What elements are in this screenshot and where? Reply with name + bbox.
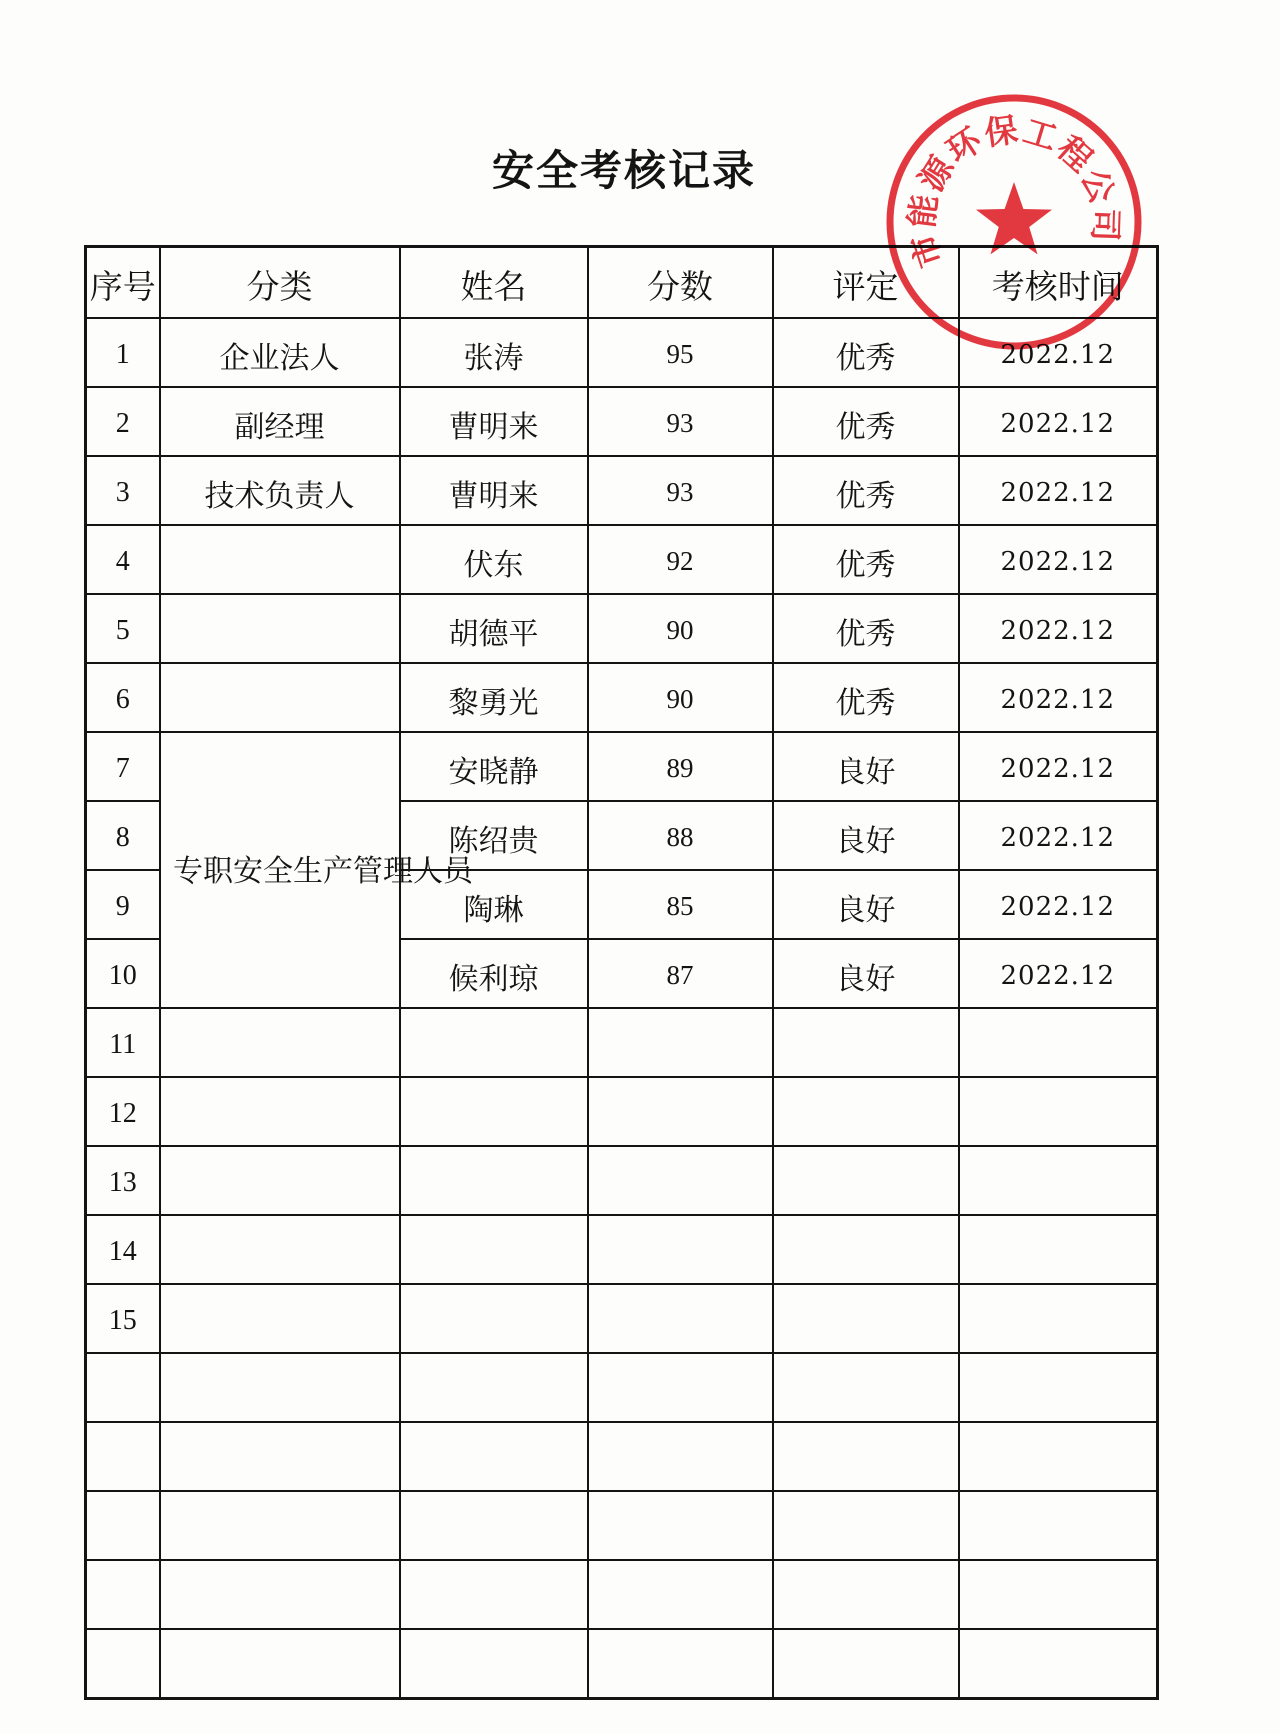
cell-name <box>400 1215 588 1284</box>
cell-index: 4 <box>86 525 160 594</box>
category-label: 专职安全生产管理人员 <box>173 854 473 890</box>
cell-time: 2022.12 <box>959 732 1158 801</box>
cell-name <box>400 1008 588 1077</box>
cell-category <box>160 1215 400 1284</box>
cell-index: 14 <box>86 1215 160 1284</box>
cell-score: 89 <box>588 732 773 801</box>
cell-score <box>588 1146 773 1215</box>
cell-category <box>160 1146 400 1215</box>
table-row <box>86 1077 1158 1146</box>
cell-index <box>86 1629 160 1699</box>
table-row <box>86 1008 1158 1077</box>
cell-rating: 优秀 <box>773 456 959 525</box>
cell-score <box>588 1422 773 1491</box>
cell-score: 92 <box>588 525 773 594</box>
page-title: 安全考核记录 <box>491 146 756 195</box>
cell-rating: 良好 <box>773 870 959 939</box>
table-row <box>86 525 1158 594</box>
cell-name: 胡德平 <box>400 594 588 663</box>
cell-index <box>86 1422 160 1491</box>
cell-name <box>400 1422 588 1491</box>
cell-rating <box>773 1353 959 1422</box>
cell-name <box>400 1077 588 1146</box>
cell-name: 黎勇光 <box>400 663 588 732</box>
cell-category <box>160 1560 400 1629</box>
cell-name <box>400 1353 588 1422</box>
cell-name <box>400 1560 588 1629</box>
cell-time <box>959 1491 1158 1560</box>
cell-category <box>160 1629 400 1699</box>
cell-time <box>959 1008 1158 1077</box>
cell-score: 85 <box>588 870 773 939</box>
cell-index: 13 <box>86 1146 160 1215</box>
cell-category <box>160 1422 400 1491</box>
cell-category <box>160 1353 400 1422</box>
cell-score <box>588 1077 773 1146</box>
cell-category <box>160 594 400 663</box>
cell-score: 93 <box>588 456 773 525</box>
cell-category <box>160 663 400 732</box>
cell-score <box>588 1353 773 1422</box>
cell-name <box>400 1284 588 1353</box>
cell-rating: 优秀 <box>773 387 959 456</box>
cell-time: 2022.12 <box>959 870 1158 939</box>
cell-index: 7 <box>86 732 160 801</box>
star-icon <box>976 182 1052 254</box>
cell-rating: 优秀 <box>773 525 959 594</box>
cell-time: 2022.12 <box>959 939 1158 1008</box>
cell-score <box>588 1560 773 1629</box>
cell-rating: 优秀 <box>773 594 959 663</box>
cell-time: 2022.12 <box>959 594 1158 663</box>
cell-index: 12 <box>86 1077 160 1146</box>
cell-rating: 优秀 <box>773 663 959 732</box>
cell-time <box>959 1629 1158 1699</box>
cell-name <box>400 1491 588 1560</box>
table-row <box>86 456 1158 525</box>
cell-index <box>86 1353 160 1422</box>
cell-name: 陈绍贵 <box>400 801 588 870</box>
cell-name: 陶琳 <box>400 870 588 939</box>
table-row <box>86 732 1158 801</box>
cell-name <box>400 1629 588 1699</box>
cell-name: 候利琼 <box>400 939 588 1008</box>
cell-category <box>160 1077 400 1146</box>
cell-name: 伏东 <box>400 525 588 594</box>
seal-text-path: 市能源环保工程公司 <box>901 109 1126 273</box>
assessment-table <box>84 245 1159 1700</box>
cell-index: 11 <box>86 1008 160 1077</box>
header-score: 分数 <box>588 247 773 319</box>
header-rating: 评定 <box>773 247 959 319</box>
cell-time <box>959 1422 1158 1491</box>
cell-rating <box>773 1422 959 1491</box>
cell-index: 1 <box>86 318 160 387</box>
header-category: 分类 <box>160 247 400 319</box>
header-name: 姓名 <box>400 247 588 319</box>
cell-category: 企业法人 <box>160 318 400 387</box>
cell-category-merged <box>160 732 473 1008</box>
table-row-blank <box>86 1629 1158 1699</box>
cell-time <box>959 1146 1158 1215</box>
cell-category: 副经理 <box>160 387 400 456</box>
cell-index: 3 <box>86 456 160 525</box>
cell-time: 2022.12 <box>959 801 1158 870</box>
cell-index: 10 <box>86 939 160 1008</box>
table-row <box>86 1146 1158 1215</box>
cell-score: 90 <box>588 663 773 732</box>
header-index: 序号 <box>86 247 160 319</box>
cell-name: 安晓静 <box>400 732 588 801</box>
cell-rating: 良好 <box>773 939 959 1008</box>
cell-name: 张涛 <box>400 318 588 387</box>
cell-rating <box>773 1560 959 1629</box>
cell-category <box>160 1491 400 1560</box>
cell-score: 90 <box>588 594 773 663</box>
cell-index: 9 <box>86 870 160 939</box>
cell-rating: 良好 <box>773 801 959 870</box>
cell-name: 曹明来 <box>400 456 588 525</box>
cell-score: 88 <box>588 801 773 870</box>
cell-time <box>959 1353 1158 1422</box>
cell-rating <box>773 1215 959 1284</box>
cell-time <box>959 1284 1158 1353</box>
cell-index: 8 <box>86 801 160 870</box>
cell-time <box>959 1077 1158 1146</box>
cell-category <box>160 525 400 594</box>
cell-category <box>160 1008 400 1077</box>
table-row-blank <box>86 1353 1158 1422</box>
cell-score: 87 <box>588 939 773 1008</box>
cell-rating <box>773 1008 959 1077</box>
table-row <box>86 1284 1158 1353</box>
table-row <box>86 1215 1158 1284</box>
cell-score <box>588 1008 773 1077</box>
cell-score <box>588 1215 773 1284</box>
cell-score: 95 <box>588 318 773 387</box>
cell-time: 2022.12 <box>959 663 1158 732</box>
cell-score: 93 <box>588 387 773 456</box>
table-row-blank <box>86 1422 1158 1491</box>
cell-time <box>959 1560 1158 1629</box>
cell-index: 2 <box>86 387 160 456</box>
cell-index: 15 <box>86 1284 160 1353</box>
cell-rating <box>773 1146 959 1215</box>
cell-index: 5 <box>86 594 160 663</box>
cell-rating <box>773 1284 959 1353</box>
cell-rating <box>773 1491 959 1560</box>
header-time: 考核时间 <box>959 247 1158 319</box>
cell-name: 曹明来 <box>400 387 588 456</box>
table-row <box>86 387 1158 456</box>
table-row <box>86 663 1158 732</box>
cell-score <box>588 1491 773 1560</box>
cell-rating <box>773 1629 959 1699</box>
cell-time: 2022.12 <box>959 525 1158 594</box>
cell-rating: 良好 <box>773 732 959 801</box>
cell-index <box>86 1560 160 1629</box>
table-row <box>86 594 1158 663</box>
cell-score <box>588 1284 773 1353</box>
cell-time: 2022.12 <box>959 318 1158 387</box>
cell-index: 6 <box>86 663 160 732</box>
cell-rating <box>773 1077 959 1146</box>
cell-time: 2022.12 <box>959 387 1158 456</box>
company-seal <box>884 92 1144 352</box>
cell-index <box>86 1491 160 1560</box>
cell-rating: 优秀 <box>773 318 959 387</box>
table-row-blank <box>86 1491 1158 1560</box>
cell-name <box>400 1146 588 1215</box>
cell-time <box>959 1215 1158 1284</box>
cell-score <box>588 1629 773 1699</box>
cell-category: 技术负责人 <box>160 456 400 525</box>
cell-category <box>160 1284 400 1353</box>
table-row-blank <box>86 1560 1158 1629</box>
cell-time: 2022.12 <box>959 456 1158 525</box>
